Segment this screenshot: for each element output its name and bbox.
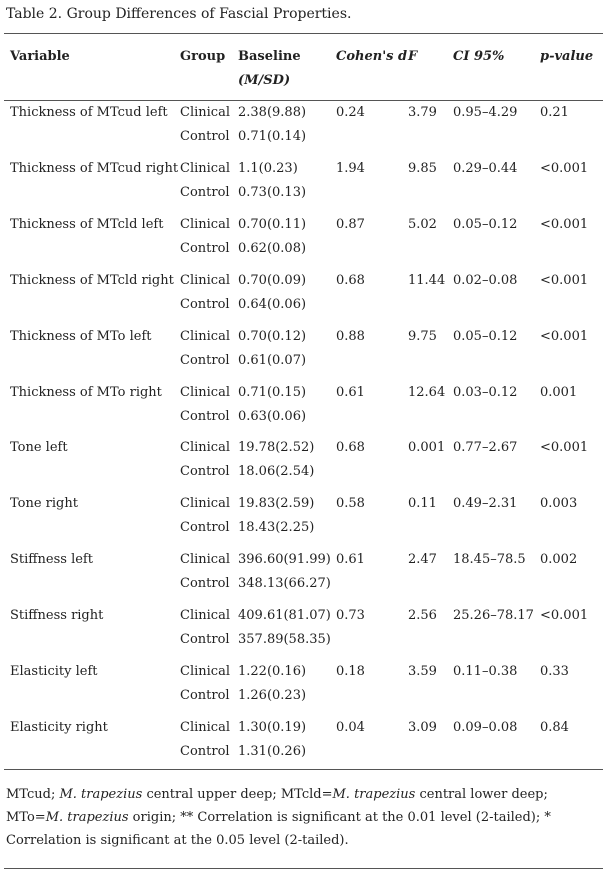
cell-cohens-d: 1.94 <box>336 161 365 176</box>
cell-ci: 0.02–0.08 <box>453 273 518 288</box>
footnote-italic: M. trapezius <box>332 787 416 802</box>
table-row <box>0 552 607 608</box>
cell-group: Control <box>180 297 230 312</box>
cell-ci: 0.95–4.29 <box>453 105 518 120</box>
cell-baseline: 18.06(2.54) <box>238 464 315 479</box>
cell-cohens-d: 0.61 <box>336 385 365 400</box>
cell-p-value: 0.001 <box>540 385 578 400</box>
cell-cohens-d: 0.73 <box>336 608 365 623</box>
cell-ci: 0.03–0.12 <box>453 385 518 400</box>
footnote-text: origin; ** Correlation is significant at the 0.01 level (2-tailed); * Correlation is significant at the 0.05 level (2-tailed). <box>6 810 551 848</box>
footnote-text: MTcud; <box>6 787 60 802</box>
top-rule <box>4 33 603 34</box>
table-caption: Table 2. Group Differences of Fascial Properties. <box>6 6 352 22</box>
table-row <box>0 217 607 273</box>
cell-baseline: 1.22(0.16) <box>238 664 307 679</box>
table-row <box>0 608 607 664</box>
header-rule <box>4 100 603 101</box>
cell-group: Control <box>180 129 230 144</box>
header-group: Group <box>180 49 226 64</box>
cell-group: Control <box>180 744 230 759</box>
cell-baseline: 1.1(0.23) <box>238 161 298 176</box>
cell-cohens-d: 0.68 <box>336 440 365 455</box>
cell-baseline: 0.71(0.15) <box>238 385 307 400</box>
table-row <box>0 385 607 441</box>
header-ci: CI 95% <box>453 49 505 64</box>
cell-group: Control <box>180 520 230 535</box>
cell-variable: Stiffness left <box>10 552 93 567</box>
table-row <box>0 329 607 385</box>
cell-p-value: <0.001 <box>540 161 589 176</box>
cell-p-value: <0.001 <box>540 217 589 232</box>
cell-p-value: 0.21 <box>540 105 569 120</box>
cell-f: 5.02 <box>408 217 437 232</box>
cell-group: Clinical <box>180 105 230 120</box>
footnote-text: central upper deep; MTcld= <box>142 787 333 802</box>
table-row <box>0 105 607 161</box>
cell-variable: Tone left <box>10 440 68 455</box>
cell-baseline: 409.61(81.07) <box>238 608 331 623</box>
bottom-rule <box>4 769 603 770</box>
cell-ci: 0.11–0.38 <box>453 664 518 679</box>
cell-f: 2.47 <box>408 552 437 567</box>
cell-cohens-d: 0.61 <box>336 552 365 567</box>
cell-baseline: 0.70(0.12) <box>238 329 307 344</box>
header-f: F <box>408 49 418 64</box>
cell-group: Control <box>180 576 230 591</box>
cell-group: Clinical <box>180 552 230 567</box>
table-footnote <box>6 783 596 852</box>
cell-group: Control <box>180 464 230 479</box>
footnote-italic: M. trapezius <box>59 787 143 802</box>
cell-group: Control <box>180 241 230 256</box>
table-row <box>0 664 607 720</box>
cell-baseline: 19.83(2.59) <box>238 496 315 511</box>
footnote-italic: M. trapezius <box>45 810 129 825</box>
cell-ci: 0.77–2.67 <box>453 440 518 455</box>
cell-group: Clinical <box>180 385 230 400</box>
cell-ci: 0.05–0.12 <box>453 329 518 344</box>
cell-variable: Thickness of MTcud right <box>10 161 179 176</box>
cell-ci: 0.49–2.31 <box>453 496 518 511</box>
cell-cohens-d: 0.18 <box>336 664 365 679</box>
cell-variable: Stiffness right <box>10 608 104 623</box>
cell-f: 0.001 <box>408 440 446 455</box>
cell-variable: Thickness of MTcld right <box>10 273 174 288</box>
header-p-value: p-value <box>540 49 594 64</box>
cell-group: Control <box>180 353 230 368</box>
cell-ci: 25.26–78.17 <box>453 608 534 623</box>
cell-f: 3.59 <box>408 664 437 679</box>
header-variable: Variable <box>10 49 70 64</box>
cell-cohens-d: 0.87 <box>336 217 365 232</box>
cell-baseline: 0.70(0.09) <box>238 273 307 288</box>
footnote-text: central lower deep; MTo= <box>6 787 548 825</box>
table-row <box>0 161 607 217</box>
cell-f: 2.56 <box>408 608 437 623</box>
cell-f: 11.44 <box>408 273 446 288</box>
cell-f: 3.79 <box>408 105 437 120</box>
cell-group: Clinical <box>180 273 230 288</box>
cell-group: Clinical <box>180 664 230 679</box>
cell-variable: Thickness of MTo right <box>10 385 162 400</box>
cell-ci: 0.05–0.12 <box>453 217 518 232</box>
cell-group: Control <box>180 688 230 703</box>
cell-ci: 0.09–0.08 <box>453 720 518 735</box>
cell-baseline: 1.31(0.26) <box>238 744 307 759</box>
cell-baseline: 19.78(2.52) <box>238 440 315 455</box>
cell-group: Clinical <box>180 440 230 455</box>
cell-group: Control <box>180 632 230 647</box>
table-row <box>0 440 607 496</box>
cell-ci: 0.29–0.44 <box>453 161 518 176</box>
cell-p-value: 0.84 <box>540 720 569 735</box>
table-row <box>0 273 607 329</box>
cell-variable: Elasticity right <box>10 720 108 735</box>
cell-p-value: <0.001 <box>540 329 589 344</box>
cell-baseline: 0.62(0.08) <box>238 241 307 256</box>
cell-p-value: <0.001 <box>540 608 589 623</box>
cell-baseline: 0.64(0.06) <box>238 297 307 312</box>
cell-ci: 18.45–78.5 <box>453 552 526 567</box>
cell-f: 9.85 <box>408 161 437 176</box>
cell-group: Clinical <box>180 720 230 735</box>
cell-group: Control <box>180 409 230 424</box>
cell-f: 3.09 <box>408 720 437 735</box>
cell-p-value: <0.001 <box>540 273 589 288</box>
cell-p-value: 0.33 <box>540 664 569 679</box>
cell-variable: Tone right <box>10 496 78 511</box>
cell-baseline: 0.61(0.07) <box>238 353 307 368</box>
cell-baseline: 1.26(0.23) <box>238 688 307 703</box>
table-row <box>0 496 607 552</box>
cell-baseline: 357.89(58.35) <box>238 632 331 647</box>
cell-baseline: 396.60(91.99) <box>238 552 331 567</box>
cell-baseline: 2.38(9.88) <box>238 105 307 120</box>
cell-f: 9.75 <box>408 329 437 344</box>
header-cohens-d: Cohen's d <box>336 49 408 64</box>
cell-variable: Thickness of MTo left <box>10 329 152 344</box>
cell-baseline: 1.30(0.19) <box>238 720 307 735</box>
cell-baseline: 0.71(0.14) <box>238 129 307 144</box>
cell-f: 12.64 <box>408 385 446 400</box>
cell-baseline: 0.63(0.06) <box>238 409 307 424</box>
cell-cohens-d: 0.58 <box>336 496 365 511</box>
cell-cohens-d: 0.04 <box>336 720 365 735</box>
header-baseline: Baseline <box>238 49 301 64</box>
cell-baseline: 0.73(0.13) <box>238 185 307 200</box>
cell-variable: Elasticity left <box>10 664 98 679</box>
cell-group: Clinical <box>180 496 230 511</box>
cell-group: Clinical <box>180 608 230 623</box>
cell-group: Control <box>180 185 230 200</box>
cell-p-value: 0.002 <box>540 552 578 567</box>
end-rule <box>4 868 603 869</box>
cell-variable: Thickness of MTcud left <box>10 105 168 120</box>
cell-group: Clinical <box>180 329 230 344</box>
cell-baseline: 348.13(66.27) <box>238 576 331 591</box>
header-baseline-sub: (M/SD) <box>238 73 291 88</box>
cell-cohens-d: 0.88 <box>336 329 365 344</box>
cell-group: Clinical <box>180 161 230 176</box>
cell-group: Clinical <box>180 217 230 232</box>
table-row <box>0 720 607 776</box>
cell-cohens-d: 0.24 <box>336 105 365 120</box>
cell-f: 0.11 <box>408 496 437 511</box>
cell-variable: Thickness of MTcld left <box>10 217 164 232</box>
cell-cohens-d: 0.68 <box>336 273 365 288</box>
cell-p-value: <0.001 <box>540 440 589 455</box>
cell-p-value: 0.003 <box>540 496 578 511</box>
cell-baseline: 18.43(2.25) <box>238 520 315 535</box>
cell-baseline: 0.70(0.11) <box>238 217 307 232</box>
